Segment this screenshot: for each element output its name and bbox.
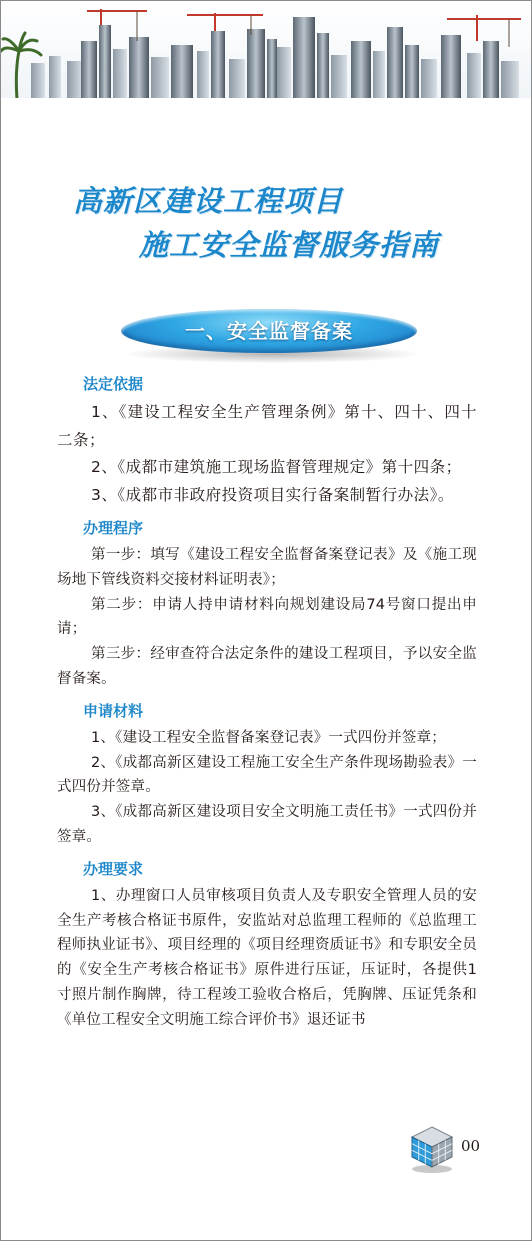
guide-title-line-1: 高新区建设工程项目 (73, 184, 344, 218)
procedure-step: 第一步：填写《建设工程安全监督备案登记表》及《施工现场地下管线资料交接材料证明表》； (57, 547, 477, 588)
legal-basis-item: 1、《建设工程安全生产管理条例》第十、四十、四十二条； (57, 403, 477, 449)
material-item: 2、《成都高新区建设工程施工安全生产条件现场勘验表》一式四份并签章。 (57, 754, 477, 796)
city-skyline-illustration (1, 1, 531, 111)
heading-materials: 申请材料 (83, 701, 144, 720)
content-body (57, 373, 477, 1033)
guide-title-line-2: 施工安全监督服务指南 (139, 228, 440, 262)
procedure-step: 第二步：申请人持申请材料向规划建设局74号窗口提出申请； (57, 596, 477, 638)
legal-basis-item: 3、《成都市非政府投资项目实行备案制暂行办法》。 (91, 485, 454, 504)
material-item: 3、《成都高新区建设项目安全文明施工责任书》一式四份并签章。 (57, 804, 477, 845)
section-banner (121, 309, 421, 363)
heading-procedure: 办理程序 (83, 519, 144, 537)
heading-legal-basis: 法定依据 (83, 375, 144, 393)
heading-requirements: 办理要求 (83, 859, 144, 878)
cube-logo-icon (406, 1123, 458, 1175)
procedure-step: 第三步：经审查符合法定条件的建设工程项目，予以安全监督备案。 (57, 646, 477, 687)
section-title: 一、安全监督备案 (185, 319, 353, 343)
requirement-item: 1、办理窗口人员审核项目负责人及专职安全管理人员的安全生产考核合格证书原件，安监站对总监理工程师的《总监理工程师执业证书》、项目经理的《项目经理资质证书》和专职安全员的《安全生产考核合格证书》原件进行压证，压证时，各提供1寸照片制作胸牌，待工程竣工验收合格后，凭胸牌、压证凭条和《单位工程安全文明施工综合评价书》退还证书 (57, 887, 477, 1028)
material-item: 1、《建设工程安全监督备案登记表》一式四份并签章； (91, 729, 446, 746)
page-number: 00 (461, 1137, 481, 1155)
legal-basis-item: 2、《成都市建筑施工现场监督管理规定》第十四条； (91, 458, 462, 476)
